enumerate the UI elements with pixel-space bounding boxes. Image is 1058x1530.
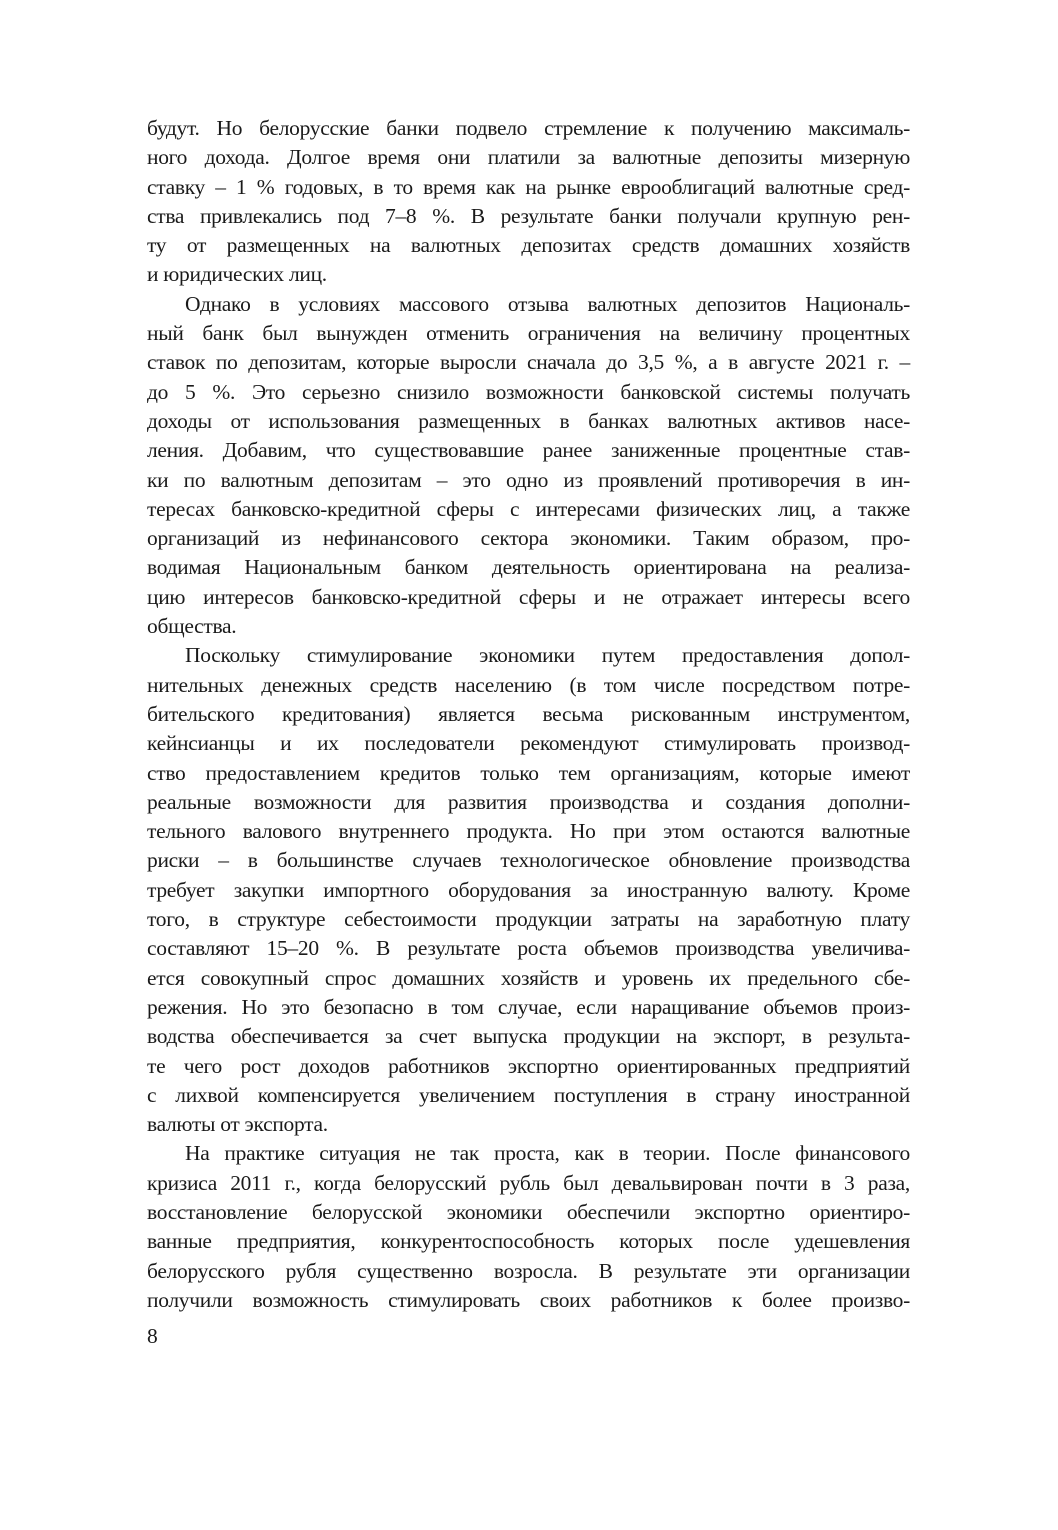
text-line: режения. Но это безопасно в том случае, если наращивание объемов произ- [147,994,910,1019]
paragraph [147,290,910,642]
text-line: кейнсианцы и их последователи рекомендуют стимулировать производ- [147,731,910,756]
text-line: ставок по депозитам, которые выросли сначала до 3,5 %, а в августе 2021 г. – [147,350,910,375]
text-line: будут. Но белорусские банки подвело стремление к получению максималь- [147,116,910,140]
text-line: составляют 15–20 %. В результате роста объемов производства увеличива- [147,936,910,961]
paragraph [147,114,910,290]
text-line: получили возможность стимулировать своих работников к более произво- [147,1287,910,1312]
text-line: белорусского рубля существенно возросла. В результате эти организации [147,1258,910,1283]
text-line: валюты от экспорта. [147,1112,328,1137]
text-line: водимая Национальным банком деятельность ориентирована на реализа- [147,555,910,580]
page-body [147,114,910,1315]
paragraph [147,641,910,1139]
text-line: и юридических лиц. [147,262,327,287]
paragraph [147,1139,910,1315]
text-line: водства обеспечивается за счет выпуска продукции на экспорт, в результа- [147,1024,910,1049]
text-line: ство предоставлением кредитов только тем организациям, которые имеют [147,760,910,785]
text-line: ванные предприятия, конкурентоспособность которых после удешевления [147,1229,910,1254]
text-line: кризиса 2011 г., когда белорусский рубль был девальвирован почти в 3 раза, [147,1170,910,1195]
text-line: организаций из нефинансового сектора экономики. Таким образом, про- [147,526,910,551]
text-line: того, в структуре себестоимости продукции затраты на заработную плату [147,907,910,932]
text-line: требует закупки импортного оборудования за иностранную валюту. Кроме [147,877,910,902]
text-line: ления. Добавим, что существовавшие ранее заниженные процентные став- [147,438,910,463]
text-line: с лихвой компенсируется увеличением поступления в страну иностранной [147,1082,910,1107]
text-line: реальные возможности для развития производства и создания дополни- [147,789,910,814]
page-number: 8 [147,1324,158,1348]
text-line: нительных денежных средств населению (в том числе посредством потре- [147,672,910,697]
text-line: ту от размещенных на валютных депозитах средств домашних хозяйств [147,233,910,258]
text-line: ный банк был вынужден отменить ограничения на величину процентных [147,321,910,346]
text-line: восстановление белорусской экономики обеспечили экспортно ориентиро- [147,1199,910,1224]
text-line: ства привлекались под 7–8 %. В результате банки получали крупную рен- [147,203,910,228]
text-line: Однако в условиях массового отзыва валютных депозитов Националь- [185,291,910,316]
text-line: ного дохода. Долгое время они платили за валютные депозиты мизерную [147,145,910,170]
text-line: Поскольку стимулирование экономики путем предоставления допол- [185,643,910,668]
text-line: те чего рост доходов работников экспортно ориентированных предприятий [147,1053,910,1078]
text-line: ки по валютным депозитам – это одно из проявлений противоречия в ин- [147,467,910,492]
text-line: бительского кредитования) является весьма рискованным инструментом, [147,701,910,726]
text-line: тересах банковско-кредитной сферы с интересами физических лиц, а также [147,496,910,521]
text-line: цию интересов банковско-кредитной сферы и не отражает интересы всего [147,584,910,609]
text-line: На практике ситуация не так проста, как в теории. После финансового [185,1141,910,1166]
text-line: риски – в большинстве случаев технологическое обновление производства [147,848,910,873]
text-line: тельного валового внутреннего продукта. Но при этом остаются валютные [147,819,910,844]
text-line: общества. [147,614,237,639]
text-line: до 5 %. Это серьезно снизило возможности банковской системы получать [147,379,910,404]
text-line: ется совокупный спрос домашних хозяйств и уровень их предельного сбе- [147,965,910,990]
text-line: ставку – 1 % годовых, в то время как на рынке еврооблигаций валютные сред- [147,174,910,199]
text-line: доходы от использования размещенных в банках валютных активов насе- [147,408,910,433]
